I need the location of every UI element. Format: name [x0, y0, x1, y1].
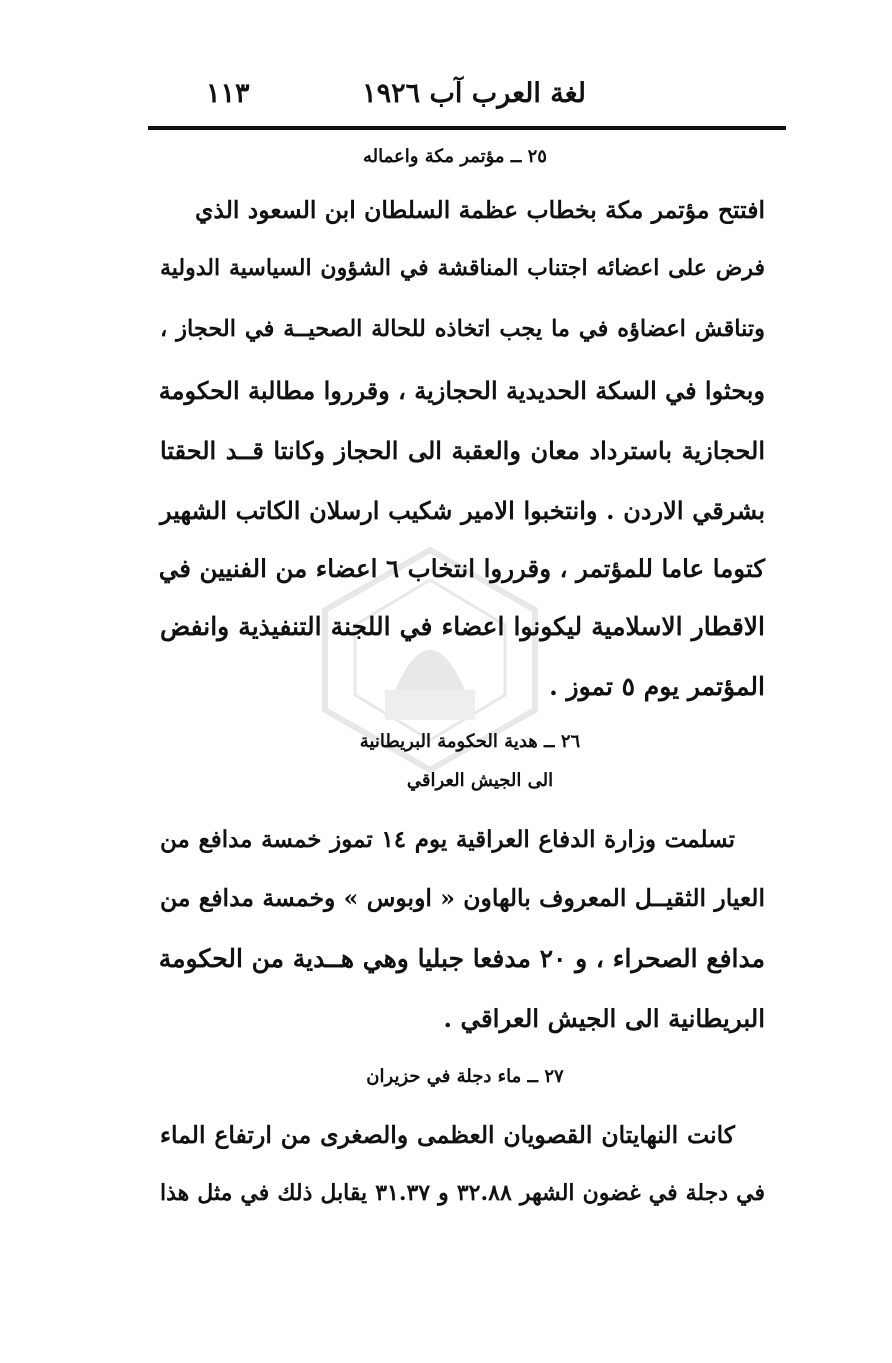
body-line: في دجلة في غضون الشهر ٣٢.٨٨ و ٣١.٣٧ يقابل ذلك في مثل هذا	[160, 1180, 765, 1206]
body-line: وتناقش اعضاؤه في ما يجب اتخاذه للحالة الصحيــة في الحجاز ،	[160, 316, 765, 342]
body-line: وبحثوا في السكة الحديدية الحجازية ، وقرروا مطالبة الحكومة	[158, 376, 765, 405]
body-line: افتتح مؤتمر مكة بخطاب عظمة السلطان ابن السعود الذي	[195, 196, 765, 224]
header-rule	[148, 126, 786, 130]
section-heading-26: ٢٦ ــ هدية الحكومة البريطانية	[359, 731, 581, 752]
body-line: كتوما عاما للمؤتمر ، وقرروا انتخاب ٦ اعضاء من الفنيين في	[158, 554, 765, 583]
body-line: بشرقي الاردن . وانتخبوا الامير شكيب ارسلان الكاتب الشهير	[160, 496, 765, 525]
body-line: العيار الثقيــل المعروف بالهاون « اوبوس » وخمسة مدافع من	[160, 884, 765, 912]
page-header	[148, 78, 786, 122]
body-line: كانت النهايتان القصويان العظمى والصغرى من ارتفاع الماء	[160, 1121, 735, 1149]
section-heading-25: ٢٥ ــ مؤتمر مكة واعماله	[363, 146, 547, 167]
section-heading-27: ٢٧ ــ ماء دجلة في حزيران	[366, 1066, 564, 1087]
body-line: تسلمت وزارة الدفاع العراقية يوم ١٤ تموز خمسة مدافع من	[160, 826, 735, 853]
body-line-last: البريطانية الى الجيش العراقي .	[443, 1004, 765, 1033]
body-line: الاقطار الاسلامية ليكونوا اعضاء في اللجنة التنفيذية وانفض	[160, 612, 765, 641]
section-subheading-26: الى الجيش العراقي	[406, 770, 554, 791]
body-line: الحجازية باسترداد معان والعقبة الى الحجاز وكانتا قــد الحقتا	[160, 436, 765, 465]
body-line: فرض على اعضائه اجتناب المناقشة في الشؤون السياسية الدولية	[160, 255, 765, 281]
page-number: ١١٣	[206, 78, 250, 109]
running-title: لغة العرب آب ١٩٢٦	[362, 78, 586, 109]
body-line-last: المؤتمر يوم ٥ تموز .	[549, 672, 765, 701]
body-line: مدافع الصحراء ، و ٢٠ مدفعا جبليا وهي هــدية من الحكومة	[158, 944, 765, 973]
